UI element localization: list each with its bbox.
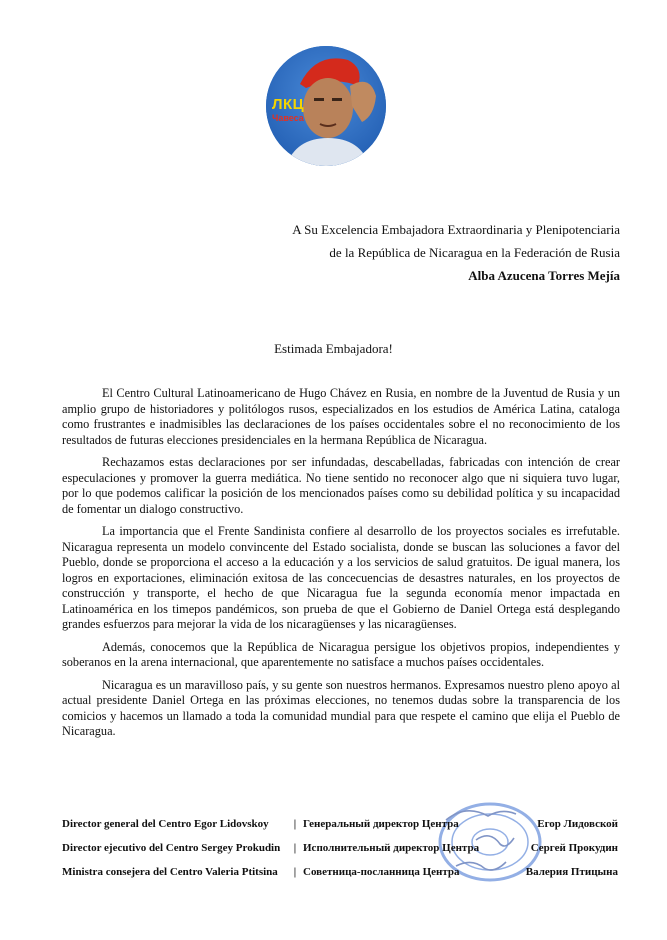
- signature-ru-name: Сергей Прокудин: [530, 842, 618, 854]
- addressee-block: [100, 218, 620, 287]
- signature-row: [62, 836, 618, 860]
- paragraph: El Centro Cultural Latinoamericano de Hugo Chávez en Rusia, en nombre de la Juventud de Rusia y un amplio grupo de historiadores y politólogos rusos, especializados en los estudios de América Latina, cataloga como frustrantes e inadmisibles las declaraciones de los países occidentales sobre el no reconocimiento de los resultados de futuras elecciones presidenciales en la hermana República de Nicaragua.: [62, 386, 620, 447]
- signature-es: Director general del Centro Egor Lidovskoy: [62, 818, 269, 830]
- signature-separator: |: [293, 866, 297, 878]
- signature-row: [62, 860, 618, 884]
- signature-ru-title: Генеральный директор Центра: [303, 818, 459, 830]
- addressee-name: Alba Azucena Torres Mejía: [468, 268, 620, 283]
- signature-ru-title: Исполнительный директор Центра: [303, 842, 480, 854]
- signature-separator: |: [293, 842, 297, 854]
- signature-separator: |: [293, 818, 297, 830]
- logo-text: ЛКЦ: [272, 96, 305, 113]
- salutation: Estimada Embajadora!: [274, 341, 393, 356]
- signature-row: [62, 812, 618, 836]
- paragraph: Además, conocemos que la República de Nicaragua persigue los objetivos propios, independientes y soberanos en la arena internacional, que aparentemente no satisface a muchos países occidentales.: [62, 639, 620, 669]
- paragraph: La importancia que el Frente Sandinista confiere al desarrollo de los proyectos sociales es irrefutable. Nicaragua representa un modelo convincente del Estado socialista, donde se buscan las soluciones a favor del Pueblo, donde se proporciona el acceso a la educación y a los servicios de salud gratuitos. De igual manera, los logros en exportaciones, eliminación exitosa de las concecuencias de desastres naturales, en los proyectos de construcción y transporte, el hecho de que Nicaragua fue la segunda economía menor impactada en Latinoamérica en los timepos pandémicos, son prueba de que el Gobierno de Daniel Ortega está desplegando grandes esfuerzos para mejorar la vida de los nicaragüenses y las nicaragüenses.: [62, 524, 620, 631]
- signature-ru-title: Советница-посланница Центра: [303, 866, 460, 878]
- addressee-line-2: de la República de Nicaragua en la Federación de Rusia: [329, 245, 620, 260]
- logo-subtext: Чавеса: [272, 113, 304, 123]
- center-logo: [266, 46, 386, 166]
- paragraph: Rechazamos estas declaraciones por ser infundadas, descabelladas, fabricadas con intención de crear especulaciones y promover la guerra mediática. No tiene sentido no reconocer algo que ni siquiera tuvo lugar, por lo que podemos calificar la posición de los mencionados países como su debilidad política y su incapacidad de fomentar un dialogo constructivo.: [62, 455, 620, 516]
- paragraph: Nicaragua es un maravilloso país, y su gente son nuestros hermanos. Expresamos nuestro pleno apoyo al actual presidente Daniel Ortega en las próximas elecciones, no tenemos dudas sobre la transparencia de los comicios y hacemos un llamado a toda la comunidad mundial para que respete el camino que elija el Pueblo de Nicaragua.: [62, 677, 620, 738]
- signature-ru-name: Валерия Птицына: [525, 866, 618, 878]
- signature-es: Director ejecutivo del Centro Sergey Prokudin: [62, 842, 281, 854]
- signature-ru-name: Егор Лидовской: [537, 818, 618, 830]
- signature-es: Ministra consejera del Centro Valeria Ptitsina: [62, 866, 278, 878]
- signature-block: [62, 812, 618, 884]
- letter-body: [62, 386, 620, 747]
- addressee-line-1: A Su Excelencia Embajadora Extraordinaria y Plenipotenciaria: [292, 222, 620, 237]
